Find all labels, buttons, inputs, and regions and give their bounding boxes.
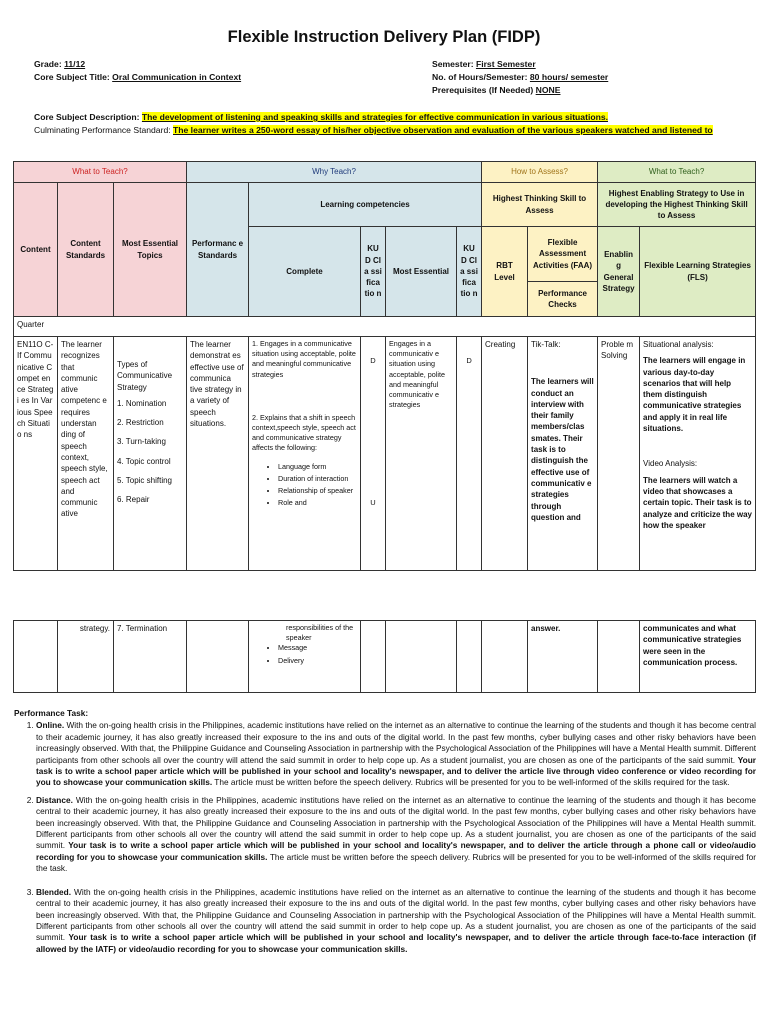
col-performance-checks: Performance Checks: [528, 282, 598, 317]
cell-performance-standards: [187, 621, 249, 693]
header-learning-competencies: Learning competencies: [249, 183, 482, 227]
standard-label: Culminating Performance Standard:: [34, 125, 171, 135]
performance-task: [14, 708, 756, 961]
col-kud-2: KU D Cla ssi fica tio n: [457, 227, 482, 317]
col-most-essential: Most Essential: [386, 227, 457, 317]
cell-enabling: Proble m Solving: [598, 337, 640, 571]
fls-title-1: Situational analysis:: [643, 340, 714, 349]
col-enabling-strategy: Enablin g General Strategy: [598, 227, 640, 317]
header-how-to-assess: How to Assess?: [482, 162, 598, 183]
task-item: [36, 795, 756, 875]
cell-topics: 7. Termination: [114, 621, 187, 693]
cell-fls: communicates and what communicative strategies were seen in the communication process.: [640, 621, 756, 693]
topics-title: Types of Communicative Strategy: [117, 360, 173, 392]
cell-kud-2: [457, 621, 482, 693]
bullet-item: • Role and: [278, 498, 357, 508]
topic-item: 2. Restriction: [117, 418, 164, 428]
col-faa: Flexible Assessment Activities (FAA): [528, 227, 598, 282]
task-body: With the on-going health crisis in the Philippines, academic institutions have relied on the internet as an alternative to continue the learning of the students and though it has become central to their academic journey, it has also greatly increased their exposure to the ins and outs of the digital world. In the past few months, cyber bullying cases and other risky behaviors have been increasingly observed. With that, the Philippine Guidance and Counseling Association in partnership with the Psychological Association of the Philippines will have a Mental Health summit. Different participants from other schools all over the country will attend the said summit in order to help cope up. As a student journalist, you are chosen as one of the participants of the said summit.: [36, 794, 756, 851]
cell-enabling: [598, 621, 640, 693]
cell-kud-2: [457, 337, 482, 571]
kud-value: U: [370, 498, 376, 508]
semester-label: Semester:: [432, 59, 474, 69]
hours-label: No. of Hours/Semester:: [432, 72, 528, 82]
grade-value: 11/12: [64, 59, 86, 69]
cell-complete: [249, 337, 361, 571]
complete-2: 2. Explains that a shift in speech context,speech style, speech act and communicative strategy affects the following:: [252, 412, 356, 453]
fls-title-2: Video Analysis:: [643, 459, 698, 469]
culminating-standard: [34, 124, 746, 137]
kud-value: D: [370, 356, 376, 365]
prereq-label: Prerequisites (If Needed): [432, 85, 534, 95]
cell-performance-standards: The learner demonstrat es effective use of communica tive strategy in a variety of speech situations.: [187, 337, 249, 571]
core-title-label: Core Subject Title:: [34, 72, 110, 82]
task-item: [36, 720, 756, 788]
bullet-item: • Duration of interaction: [278, 474, 357, 484]
complete-cont: responsibilities of the speaker: [286, 623, 354, 643]
faa-title: Tik-Talk:: [531, 340, 561, 349]
description-value: The development of listening and speaking skills and strategies for effective communication in various situations.: [141, 112, 608, 122]
standard-value: The learner writes a 250-word essay of his/her objective observation and evaluation of the various speakers watched and listened to: [173, 125, 713, 135]
cell-most-essential: [386, 621, 457, 693]
document-title: Flexible Instruction Delivery Plan (FIDP): [227, 28, 541, 46]
complete-1: 1. Engages in a communicative situation using acceptable, polite and meaningful communicative strategies: [252, 339, 356, 379]
grade-label: Grade:: [34, 59, 62, 69]
hours-value: 80 hours/ semester: [529, 72, 609, 82]
complete-bullets: [252, 462, 357, 509]
cell-fls: [640, 337, 756, 571]
col-fls: Flexible Learning Strategies (FLS): [640, 227, 756, 317]
table-row: [14, 621, 756, 693]
cell-content-standards: strategy.: [58, 621, 114, 693]
description-label: Core Subject Description:: [34, 112, 140, 122]
task-lead: Distance.: [36, 794, 73, 805]
bullet-item: • Language form: [278, 462, 357, 472]
task-instruction: Your task is to write a school paper article which will be published in your school and locality's newspaper, and to deliver the article live through video conference or video recording for you to showcase your communication skills.: [36, 754, 756, 788]
kud-value: D: [466, 356, 472, 365]
task-tail: The article must be written before the speech delivery. Rubrics will be presented for you to be well-informed of the skills required for the task.: [214, 777, 730, 788]
col-complete: Complete: [249, 227, 361, 317]
col-content-standards: Content Standards: [58, 183, 114, 317]
cell-content: EN11O C-If Commu nicative Compet ence Strategi es In Various Speech Situatio ns: [14, 337, 58, 571]
header-why-teach: Why Teach?: [187, 162, 482, 183]
semester-value: First Semester: [475, 59, 536, 69]
performance-task-heading: Performance Task:: [14, 708, 89, 718]
col-performance-standards: Performanc e Standards: [187, 183, 249, 317]
topic-item: 1. Nomination: [117, 398, 167, 408]
cell-rbt: Creating: [482, 337, 528, 571]
task-instruction: Your task is to write a school paper article which will be published in your school and locality's newspaper, and to deliver the article through face-to-face interaction (if allowed by the IATF) or video/audio recording for you to showcase your communication skills.: [36, 932, 756, 954]
bullet-item: • Relationship of speaker: [278, 486, 357, 496]
fidp-table-continued: [13, 620, 756, 693]
subject-description: [34, 111, 744, 124]
cell-topics: [114, 337, 187, 571]
cell-content: [14, 621, 58, 693]
header-what-to-teach-2: What to Teach?: [598, 162, 756, 183]
fidp-table: [13, 161, 756, 571]
meta-left: [34, 58, 241, 84]
task-item: [36, 887, 756, 955]
meta-right: [432, 58, 608, 97]
cell-kud-1: [361, 621, 386, 693]
bullet-item: • Message: [278, 643, 357, 653]
cell-kud-1: [361, 337, 386, 571]
header-highest-enabling: Highest Enabling Strategy to Use in developing the Highest Thinking Skill to Assess: [598, 183, 756, 227]
header-what-to-teach: What to Teach?: [14, 162, 187, 183]
header-highest-thinking: Highest Thinking Skill to Assess: [482, 183, 598, 227]
col-essential-topics: Most Essential Topics: [114, 183, 187, 317]
cell-most-essential: Engages in a communicativ e situation using acceptable, polite and meaningful communicativ e strategies: [386, 337, 457, 571]
task-body: With the on-going health crisis in the Philippines, academic institutions have relied on the internet as an alternative to continue the learning of the students and though it has become central to their academic journey, it has also greatly increased their exposure to the ins and outs of the digital world. In the past few months, cyber bullying cases and other risky behaviors have been increasingly observed. With that, the Philippine Guidance and Counseling Association in partnership with the Psychological Association of the Philippines will have a Mental Health summit. Different participants from other schools all over the country will attend the said summit in order to help cope up. As a student journalist, you are chosen as one of the participants of the said summit.: [36, 720, 756, 765]
performance-task-list: [14, 720, 756, 955]
cell-complete: [249, 621, 361, 693]
topic-item: 5. Topic shifting: [117, 476, 172, 486]
cell-content-standards: The learner recognizes that communic ative competenc e requires understan ding of speech context, speech style, speech act and communic ative: [58, 337, 114, 571]
col-content: Content: [14, 183, 58, 317]
cell-faa: [528, 337, 598, 571]
complete-bullets: [252, 643, 357, 665]
task-tail: The article must be written before the speech delivery. Rubrics will be presented for you to be well-informed of the skills required for the task.: [36, 851, 756, 874]
faa-body: The learners will conduct an interview with their family members/clas smates. Their task is to distinguish the effective use of communicativ e strategies through question and: [531, 377, 594, 522]
task-lead: Blended.: [36, 886, 72, 897]
bullet-item: • Delivery: [278, 656, 357, 666]
task-body: With the on-going health crisis in the Philippines, academic institutions have relied on the internet as an alternative to continue the learning of the students and though it has become central to their academic journey, it has also greatly increased their exposure to the ins and outs of the digital world. In the past few months, cyber bullying cases and other risky behaviors have been increasingly observed. With that, the Philippine Guidance and Counseling Association in partnership with the Psychological Association of the Philippines will have a Mental Health summit. Different participants from other schools all over the country will attend the said summit in order to help cope up. As a student journalist, you are chosen as one of the participants of the said summit.: [36, 886, 756, 943]
quarter-row: Quarter: [14, 317, 756, 337]
topic-item: 3. Turn-taking: [117, 437, 166, 447]
col-rbt-level: RBT Level: [482, 227, 528, 317]
fls-body-1: The learners will engage in various day-to-day scenarios that will help them distinguish communicative strategies and apply it in real life situations.: [643, 356, 746, 434]
fls-body-2: The learners will watch a video that showcases a certain topic. Their task is to analyze and criticize the way how the speaker: [643, 475, 752, 530]
topic-item: 6. Repair: [117, 495, 150, 505]
task-lead: Online.: [36, 720, 65, 731]
prereq-value: NONE: [535, 85, 561, 95]
table-row: [14, 337, 756, 571]
task-instruction: Your task is to write a school paper article which will be published in your school and locality's newspaper, and to deliver the article through a phone call or video/audio recording for you to showcase your communication skills.: [36, 840, 757, 862]
col-kud-1: KU D Cla ssi fica tio n: [361, 227, 386, 317]
cell-faa: answer.: [528, 621, 598, 693]
core-title-value: Oral Communication in Context: [112, 72, 242, 82]
topic-item: 4. Topic control: [117, 456, 171, 466]
cell-rbt: [482, 621, 528, 693]
